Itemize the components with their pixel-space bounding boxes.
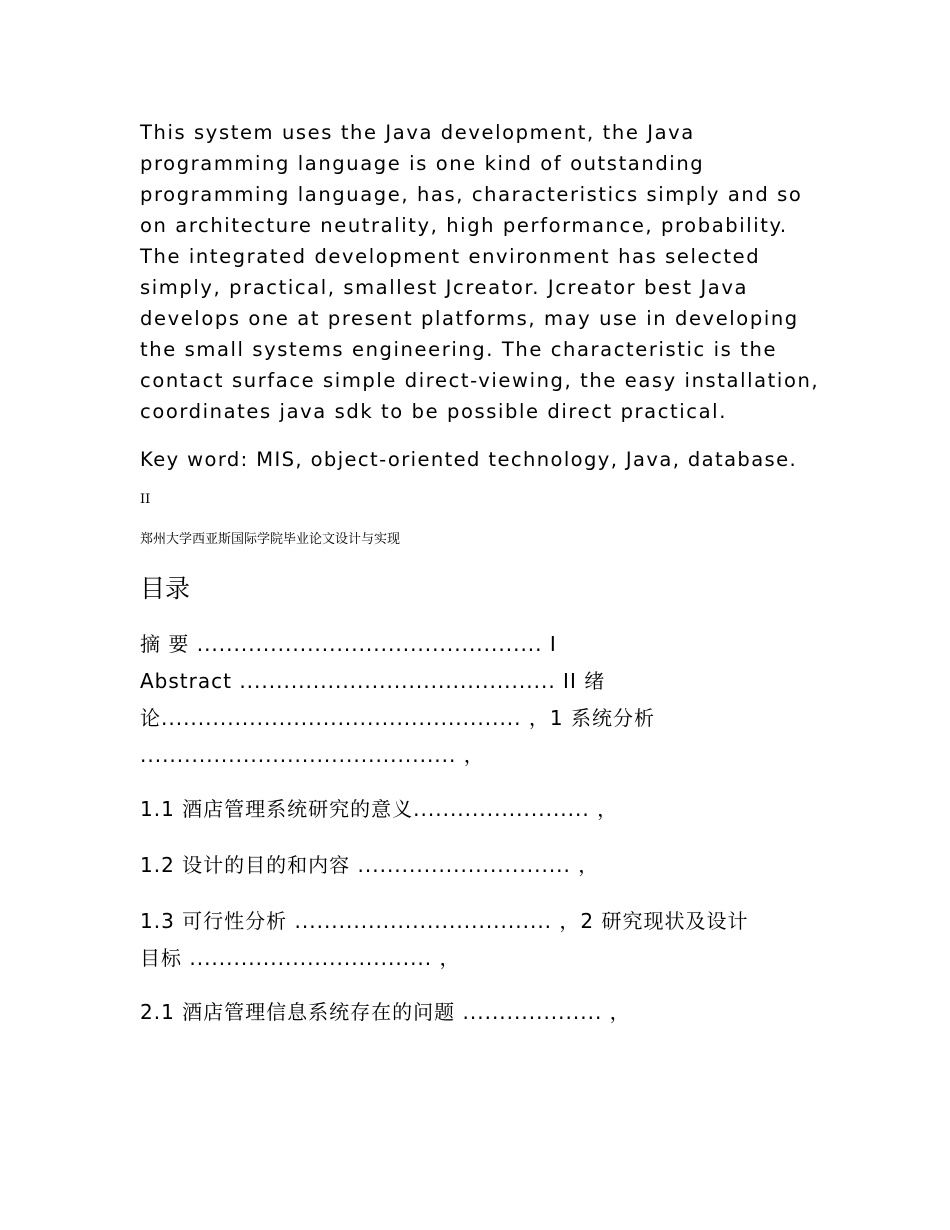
toc-entry-group: [140, 903, 820, 977]
abstract-line: contact surface simple direct-viewing, the easy installation,: [140, 369, 820, 392]
toc-entry-group: [140, 626, 820, 774]
toc-entry-group: [140, 791, 820, 828]
document-page: [140, 117, 820, 1031]
keywords-line: Key word: MIS, object-oriented technology, Java, database.: [140, 448, 798, 471]
toc-title: 目录: [140, 574, 191, 603]
toc-entry: 1.3 可行性分析 ................................... ，2 研究现状及设计: [140, 909, 749, 933]
page-number: II: [140, 492, 151, 507]
abstract-line: the small systems engineering. The characteristic is the: [140, 338, 778, 361]
abstract-paragraph: [140, 117, 820, 427]
toc-entry: 论................................................. ，1 系统分析: [140, 706, 655, 730]
toc-entry: 目标 ................................. ，: [140, 946, 461, 970]
running-header: 郑州大学西亚斯国际学院毕业论文设计与实现: [140, 532, 401, 547]
toc-entry: 摘 要 ............................................... I: [140, 632, 557, 656]
toc-entry: ........................................... ，: [140, 743, 485, 767]
abstract-line: simply, practical, smallest Jcreator. Jcreator best Java: [140, 276, 749, 299]
abstract-line: This system uses the Java development, the Java: [140, 121, 695, 144]
toc-entry: 1.2 设计的目的和内容 ............................. ，: [140, 853, 600, 877]
abstract-line: develops one at present platforms, may use in developing: [140, 307, 799, 330]
toc-entry: 2.1 酒店管理信息系统存在的问题 ................... ，: [140, 1000, 631, 1024]
abstract-line: The integrated development environment has selected: [140, 245, 761, 268]
abstract-line: programming language, has, characteristics simply and so: [140, 183, 803, 206]
toc-entry-group: [140, 994, 820, 1031]
toc-entry: 1.1 酒店管理系统研究的意义........................ ，: [140, 797, 619, 821]
abstract-line: on architecture neutrality, high performance, probability.: [140, 214, 788, 237]
toc-entry-group: [140, 847, 820, 884]
toc-entry: Abstract ........................................... II 绪: [140, 669, 606, 693]
abstract-line: coordinates java sdk to be possible direct practical.: [140, 400, 727, 423]
abstract-line: programming language is one kind of outstanding: [140, 152, 705, 175]
